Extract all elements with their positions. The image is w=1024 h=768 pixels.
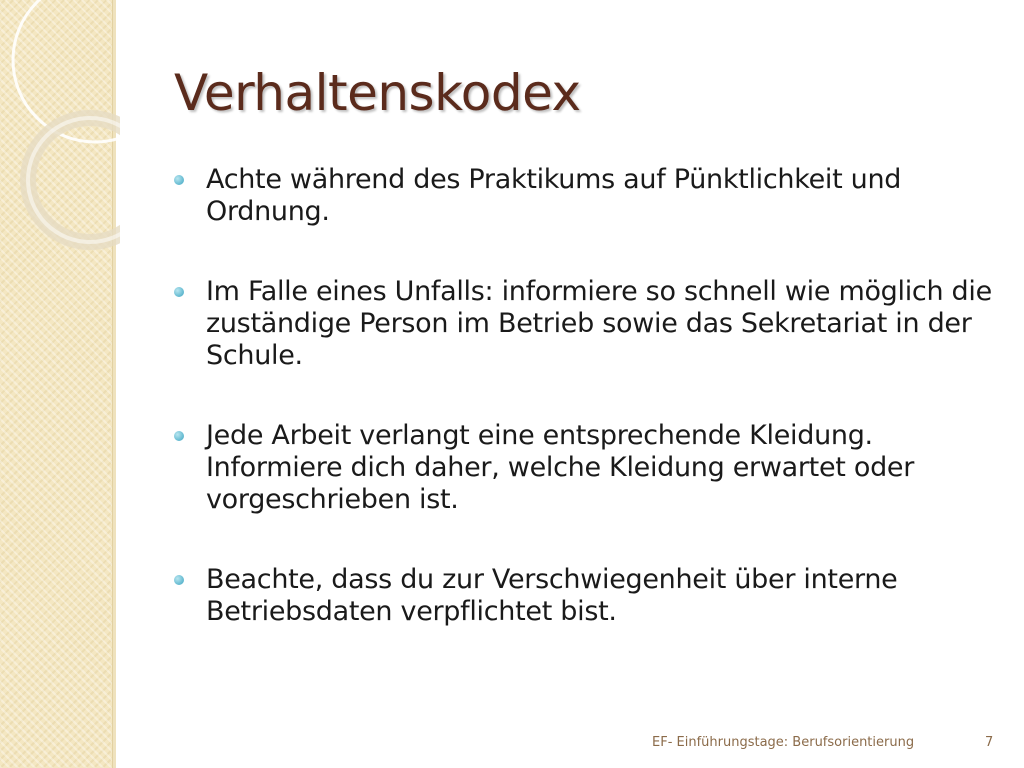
bullet-dot-icon (174, 287, 184, 297)
bullet-text: Jede Arbeit verlangt eine entsprechende Kleidung. Informiere dich daher, welche Kleidung erwartet oder vorgeschrieben ist. (206, 420, 915, 515)
bullet-item (174, 564, 994, 628)
footer-text: EF- Einführungstage: Berufsorientierung (652, 735, 915, 750)
bullet-list (174, 164, 994, 676)
bullet-item (174, 276, 994, 372)
page-number: 7 (985, 735, 994, 750)
bullet-text: Im Falle eines Unfalls: informiere so schnell wie möglich die zuständige Person im Betrieb sowie das Sekretariat in der Schule. (206, 276, 992, 371)
slide-title: Verhaltenskodex (174, 64, 581, 122)
bullet-dot-icon (174, 431, 184, 441)
bullet-dot-icon (174, 175, 184, 185)
bullet-dot-icon (174, 575, 184, 585)
bullet-text: Beachte, dass du zur Verschwiegenheit über interne Betriebsdaten verpflichtet bist. (206, 564, 898, 627)
decorative-circles (0, 0, 120, 260)
slide-footer (0, 735, 1024, 755)
bullet-item (174, 420, 994, 516)
bullet-text: Achte während des Praktikums auf Pünktlichkeit und Ordnung. (206, 164, 902, 227)
bullet-item (174, 164, 994, 228)
